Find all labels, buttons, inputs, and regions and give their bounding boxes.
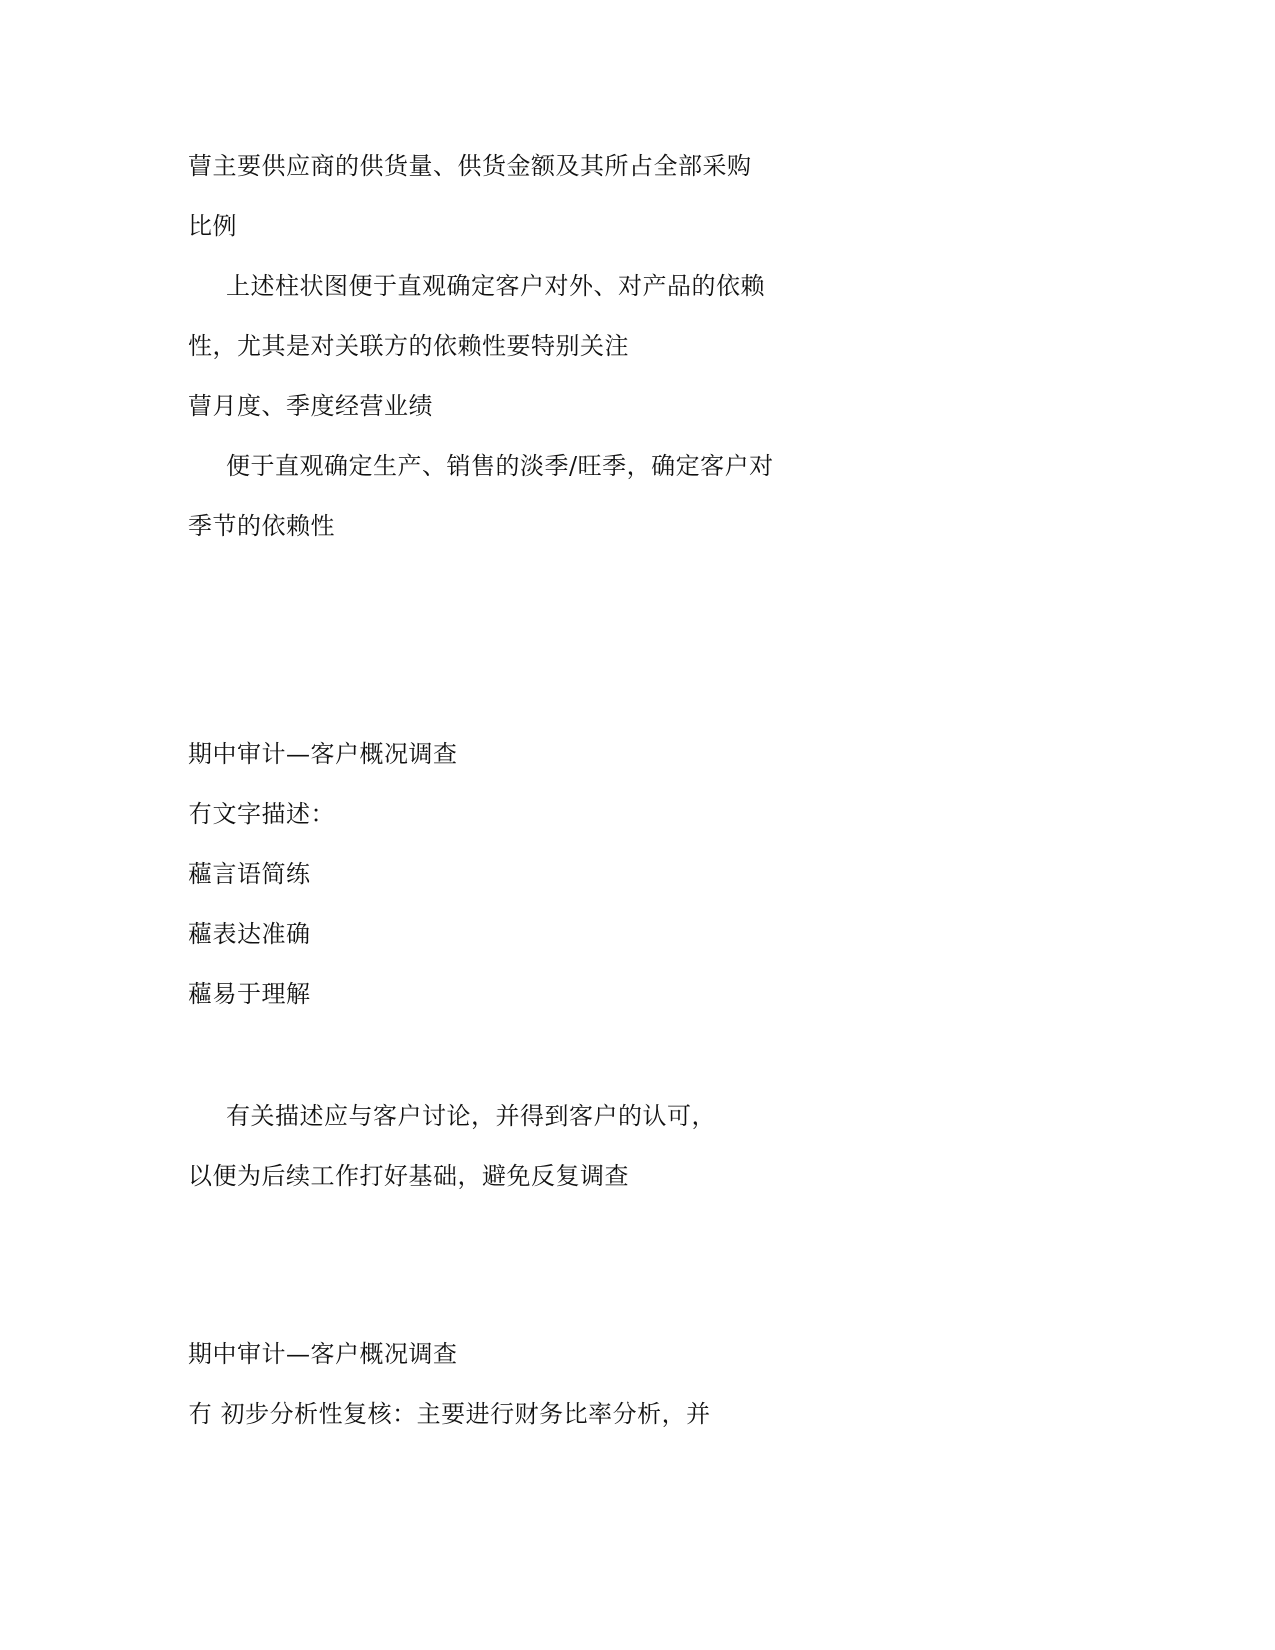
criterion-understandable: 藲易于理解 <box>188 980 311 1008</box>
criterion-accurate: 藲表达准确 <box>188 920 311 948</box>
section-heading-2: 期中审计—客户概况调查 <box>188 1340 458 1368</box>
criterion-concise: 藲言语简练 <box>188 860 311 888</box>
bullet-suppliers-line: 萺主要供应商的供货量、供货金额及其所占全部采购 <box>188 152 752 180</box>
season-paragraph: 便于直观确定生产、销售的淡季/旺季，确定客户对 <box>226 452 774 480</box>
analytical-review-line: 冇 初步分析性复核：主要进行财务比率分析，并 <box>188 1400 711 1428</box>
discussion-paragraph: 有关描述应与客户讨论，并得到客户的认可， <box>226 1102 716 1130</box>
bullet-suppliers-continuation: 比例 <box>188 212 237 240</box>
bullet-monthly-line: 萺月度、季度经营业绩 <box>188 392 433 420</box>
text-description-label: 冇文字描述： <box>188 800 335 828</box>
bar-chart-paragraph: 上述柱状图便于直观确定客户对外、对产品的依赖 <box>226 272 765 300</box>
section-heading-1: 期中审计—客户概况调查 <box>188 740 458 768</box>
bar-chart-paragraph-continuation: 性，尤其是对关联方的依赖性要特别关注 <box>188 332 629 360</box>
discussion-paragraph-continuation: 以便为后续工作打好基础，避免反复调查 <box>188 1162 629 1190</box>
season-paragraph-continuation: 季节的依赖性 <box>188 512 335 540</box>
